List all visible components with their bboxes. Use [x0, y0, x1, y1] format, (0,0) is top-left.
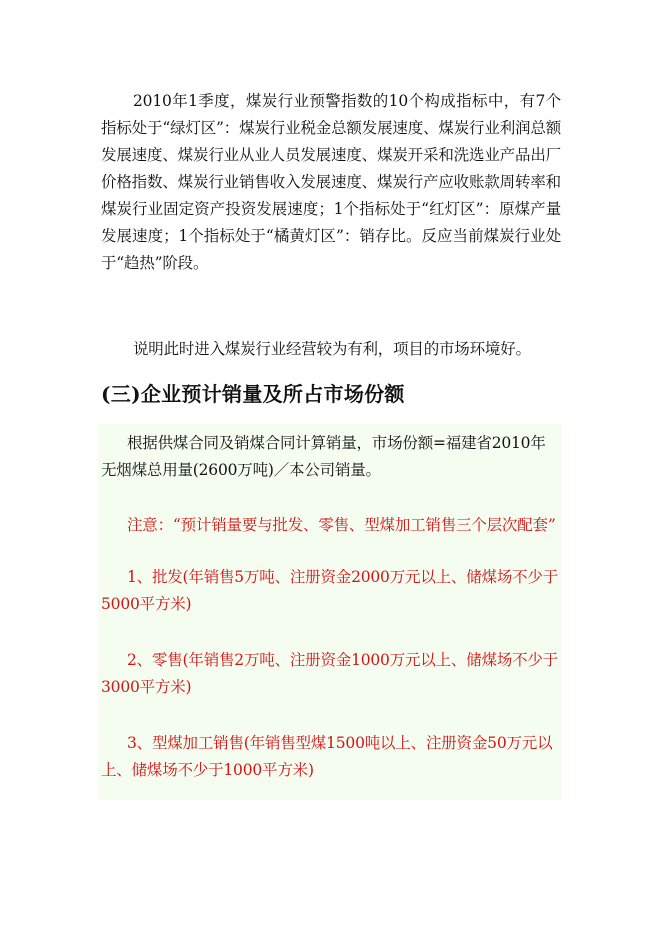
- list-item-briquette-processing: 3、型煤加工销售(年销售型煤1500吨以上、注册资金50万元以上、储煤场不少于1000平方米): [101, 734, 553, 779]
- section-heading: (三)企业预计销量及所占市场份额: [101, 382, 405, 406]
- list-item-wholesale: 1、批发(年销售5万吨、注册资金2000万元以上、储煤场不少于5000平方米): [101, 568, 559, 613]
- note-box: [98, 424, 562, 800]
- note-box-intro: 根据供煤合同及销煤合同计算销量，市场份额=福建省2010年无烟煤总用量(2600万吨)／本公司销量。: [101, 434, 546, 479]
- body-paragraph-indicators: 2010年1季度，煤炭行业预警指数的10个构成指标中，有7个指标处于“绿灯区”：煤炭行业税金总额发展速度、煤炭行业利润总额发展速度、煤炭行业从业人员发展速度、煤炭开采和洗选业产品出厂价格指数、煤炭行业销售收入发展速度、煤炭行产应收账款周转率和煤炭行业固定资产投资发展速度；1个指标处于“红灯区”：原煤产量发展速度；1个指标处于“橘黄灯区”：销存比。反应当前煤炭行业处于“趋热”阶段。: [101, 92, 561, 272]
- body-paragraph-conclusion: 说明此时进入煤炭行业经营较为有利，项目的市场环境好。: [133, 340, 531, 358]
- note-box-notice: 注意：“预计销量要与批发、零售、型煤加工销售三个层次配套”: [127, 516, 556, 534]
- list-item-retail: 2、零售(年销售2万吨、注册资金1000万元以上、储煤场不少于3000平方米): [101, 651, 559, 696]
